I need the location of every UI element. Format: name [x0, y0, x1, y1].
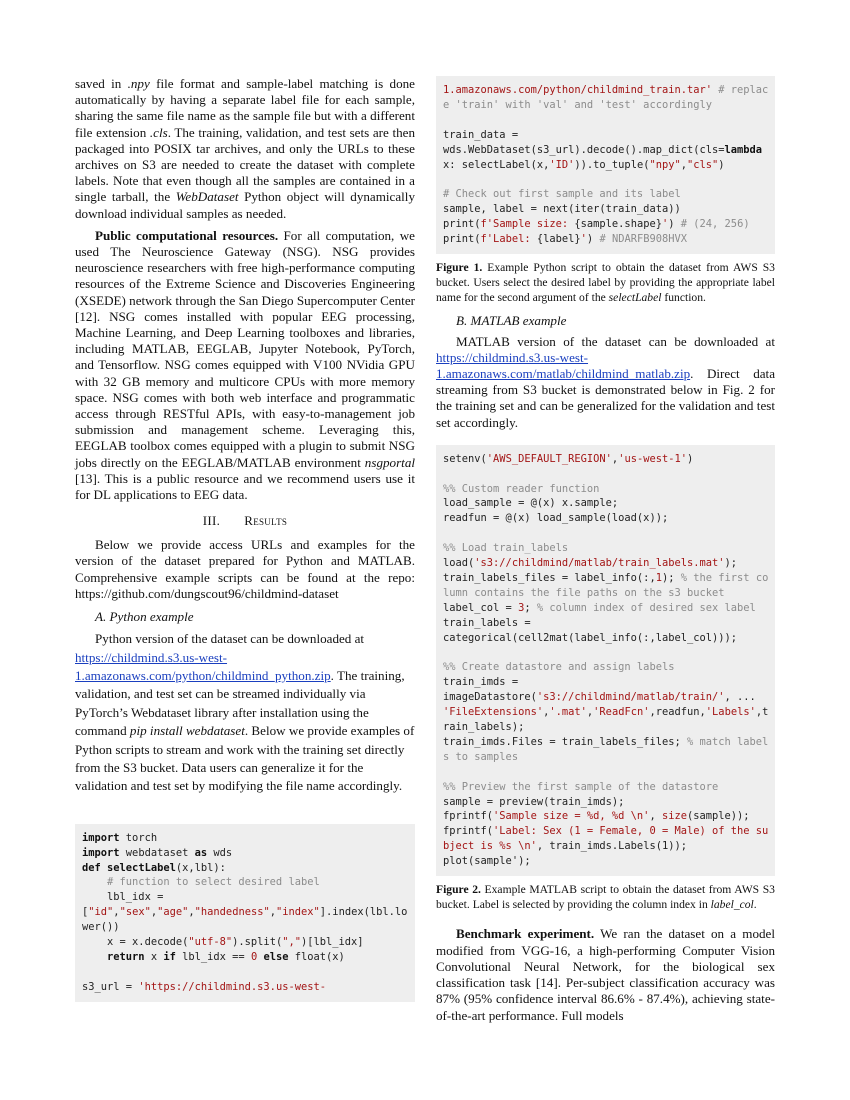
code-token: 'https://childmind.s3.us-west- — [138, 980, 326, 993]
code-token: def — [82, 861, 101, 874]
code-token: '.mat' — [549, 706, 587, 719]
code-token: ].index(lbl.lower()) — [82, 906, 408, 934]
code-token: "id" — [88, 906, 114, 919]
code-token: import — [82, 846, 120, 859]
cls-extension: .cls — [149, 124, 168, 140]
code-token: f'Label: — [480, 233, 537, 246]
npy-extension: .npy — [127, 76, 150, 91]
code-token: ).split( — [232, 936, 283, 949]
code-token: "npy" — [649, 158, 681, 171]
paragraph-matlab-download: MATLAB version of the dataset can be downloaded at https://childmind.s3.us-west-1.amazonaws.com/matlab/childmind_matlab.zip. Direct data streaming from S3 bucket is demonstrated below in Fig. 2 for the training set and can be generalized for the validation and test set accordingly. — [436, 333, 775, 430]
code-token: # Check out first sample and its label — [443, 188, 681, 201]
code-token: else — [263, 951, 289, 963]
code-token: train_labels_files = label_info(:, — [443, 571, 656, 584]
code-token: 'Labels' — [705, 706, 756, 719]
code-token: ' — [661, 218, 669, 231]
code-token: readfun = @(x) load_sample(load(x)); — [443, 512, 669, 525]
code-token: , — [649, 810, 662, 823]
matlab-dataset-link[interactable]: https://childmind.s3.us-west-1.amazonaws.com/matlab/childmind_matlab.zip — [436, 349, 691, 381]
code-token: 's3://childmind/matlab/train_labels.mat' — [474, 557, 725, 570]
code-token: %% Create datastore and assign labels — [443, 661, 675, 674]
code-token: "cls" — [687, 158, 719, 171]
code-token: lambda — [724, 143, 763, 156]
code-token: 'ID' — [549, 158, 575, 171]
paragraph-python-download: Python version of the dataset can be downloaded at https://childmind.s3.us-west-1.amazonaws.com/python/childmind_python.zip. The training, validation, and test set can be streamed individually via PyTorch’s Webdataset library after installation using the command pip install webdataset. Below we provide examples of Python scripts to stream and work with the training set directly from the S3 bucket. Data users can generalize it for the validation and test set by modifying the file name accordingly. — [75, 631, 415, 794]
section-heading-results: III. Results — [202, 513, 288, 529]
code-token: x — [144, 951, 164, 963]
code-token: x = x.decode( — [82, 936, 189, 949]
code-token: train_imds.Files = train_labels_files; — [443, 735, 687, 748]
code-token: "sex" — [119, 906, 151, 919]
code-token: %% Load train_labels — [443, 542, 569, 555]
code-token: ) — [586, 233, 600, 246]
code-token: return — [82, 951, 145, 963]
paragraph-heading: Public computational resources. — [95, 227, 279, 243]
code-token: ); — [724, 557, 738, 570]
code-token: # NDARFB908HVX — [599, 233, 688, 246]
code-token: wds — [207, 846, 233, 859]
pip-command: pip install webdataset — [129, 723, 245, 739]
code-token: fprintf( — [443, 825, 494, 838]
code-token: )[lbl_idx] — [300, 936, 364, 949]
python-code-block-part2 — [436, 76, 775, 254]
nsgportal-term: nsgportal — [364, 454, 415, 470]
code-token: , — [150, 906, 158, 919]
code-token: # (24, 256) — [680, 218, 750, 231]
code-token: 1 — [655, 571, 662, 584]
code-token: "," — [282, 936, 301, 949]
code-token: , ... — [724, 691, 756, 704]
code-token: , — [611, 452, 619, 465]
code-token: {sample.shape} — [574, 218, 662, 231]
code-token: 'AWS_DEFAULT_REGION' — [486, 452, 612, 465]
code-token: 'Sample size = %d, %d \n' — [493, 810, 650, 823]
code-token: # function to select desired label — [82, 876, 320, 889]
paragraph-heading: Benchmark experiment. — [456, 926, 595, 942]
code-token: ); — [661, 571, 681, 584]
code-token: , — [680, 158, 688, 171]
code-token: "handedness" — [194, 906, 270, 919]
code-token: train_data = — [443, 128, 519, 141]
code-token: %% Preview the first sample of the datastore — [443, 780, 719, 793]
right-column — [436, 76, 775, 1024]
code-token: , train_imds.Labels(1)); — [536, 840, 687, 853]
code-token: [ — [82, 906, 89, 919]
matlab-code-block — [436, 445, 775, 876]
code-token: % the first column contains the file paths on the s3 bucket — [443, 571, 769, 599]
code-token: ; — [524, 601, 537, 614]
code-token: % column index of desired sex label — [536, 601, 756, 614]
code-token: import — [82, 831, 120, 844]
code-token: wds.WebDataset(s3_url).decode().map_dict(cls= — [443, 143, 725, 156]
code-token: label_col = — [443, 601, 519, 614]
figure-2-label: Figure 2. — [436, 883, 481, 897]
code-token: print( — [443, 233, 481, 246]
code-token: fprintf( — [443, 810, 494, 823]
code-token: , — [269, 906, 276, 919]
code-token: webdataset — [119, 846, 195, 859]
code-token: ,readfun, — [649, 706, 706, 719]
code-token: 'Label: Sex (1 = Female, 0 = Male) of the subject is %s \n' — [443, 825, 769, 853]
code-token: if — [163, 951, 176, 963]
code-token: train_labels = — [443, 616, 531, 629]
code-token: {label} — [536, 233, 581, 246]
code-token: 'us-west-1' — [618, 452, 688, 465]
code-token: categorical(cell2mat(label_info(:,label_col))); — [443, 631, 738, 644]
code-token: x: selectLabel(x, — [443, 158, 550, 171]
subsection-matlab-example: B. MATLAB example — [456, 312, 567, 328]
code-token: 's3://childmind/matlab/train/' — [536, 691, 725, 704]
webdataset-term: WebDataset — [175, 189, 239, 205]
code-token: torch — [119, 831, 158, 844]
code-token: sample = preview(train_imds); — [443, 795, 625, 808]
code-token: 3 — [518, 601, 525, 614]
code-token: load_sample = @(x) x.sample; — [443, 497, 619, 510]
code-token: 'FileExtensions' — [443, 706, 544, 719]
code-token: plot(sample'); — [443, 855, 531, 868]
code-token: , — [586, 706, 594, 719]
code-token: (sample)); — [687, 810, 750, 823]
code-token: float(x) — [288, 951, 345, 963]
code-token: selectLabel — [100, 861, 176, 874]
code-token: setenv( — [443, 452, 487, 465]
code-token: (x,lbl): — [175, 861, 226, 874]
figure-1-caption: Figure 1. Example Python script to obtain the dataset from AWS S3 bucket. Users select the desired label by providing the appropriate label name for the second argument of the selectLabel function. — [436, 260, 775, 305]
paragraph-results-intro: Below we provide access URLs and examples for the version of the dataset prepared for Python and MATLAB. Comprehensive example scripts can be found at the repo: https://github.com/dungscout96/childmind-dataset — [75, 537, 415, 601]
paragraph-benchmark-experiment: Benchmark experiment. We ran the dataset on a model modified from VGG-16, a high-performing Computer Vision Convolutional Neural Network, for the biological sex classification task [14]. Per-subject classification accuracy was 87% (95% confidence interval 86.6% - 87.4%), achieving state-of-the-art performance. Full models — [436, 926, 775, 1023]
code-token: 1.amazonaws.com/python/childmind_train.tar' — [443, 84, 712, 96]
code-token: ' — [580, 233, 587, 246]
python-code-block-part1 — [75, 824, 415, 1002]
code-token: %% Custom reader function — [443, 482, 600, 495]
code-token: 0 — [250, 951, 258, 963]
code-token: 'ReadFcn' — [593, 706, 650, 719]
code-token: # replace 'train' with 'val' and 'test' accordingly — [443, 84, 769, 111]
code-token: s3_url = — [82, 980, 139, 993]
code-token: size — [661, 810, 687, 823]
code-token: imageDatastore( — [443, 691, 537, 704]
figure-2-caption: Figure 2. Example MATLAB script to obtain the dataset from AWS S3 bucket. Label is selected by providing the column index in label_col. — [436, 883, 775, 912]
code-token: )).to_tuple( — [574, 158, 650, 171]
code-token: ,train_labels); — [443, 706, 769, 734]
code-token: % match labels to samples — [443, 735, 769, 763]
code-token: ) — [668, 218, 681, 231]
python-dataset-link[interactable]: https://childmind.s3.us-west-1.amazonaws.com/python/childmind_python.zip — [75, 649, 331, 683]
code-token: lbl_idx == — [175, 951, 251, 963]
code-token: ) — [718, 158, 725, 171]
code-token: print( — [443, 218, 481, 231]
code-token: ) — [687, 452, 694, 465]
code-token: sample, label = next(iter(train_data)) — [443, 203, 681, 216]
figure-1-label: Figure 1. — [436, 260, 483, 274]
paragraph-computational-resources: Public computational resources. For all computation, we used The Neuroscience Gateway (NSG). NSG provides neuroscience researchers with free high-performance computing resources of the Extreme Science and Discoveries Engineering (XSEDE) network through the San Diego Supercomputer Center [12]. NSG comes installed with popular EEG processing, Machine Learning, and Deep Learning toolboxes and libraries, including MATLAB, EEGLAB, Jupyter Notebook, PyTorch, and Tensorflow. NSG comes equipped with V100 NVidia GPU with 32 GB memory and multicore CPUs with more memory space. NSG comes with both web interface and programmatic access through RESTful APIs, with easy-to-management job submission and management scheme. Leveraging this, EEGLAB toolbox comes equipped with a plugin to submit NSG jobs directly on the EEGLAB/MATLAB environment nsgportal [13]. This is a public resource and we recommend users use it for DL applications to EEG data. — [75, 227, 415, 503]
code-token: "utf-8" — [188, 936, 233, 949]
code-token: f'Sample size: — [480, 218, 575, 231]
paragraph-data-packaging: saved in .npy file format and sample-label matching is done automatically by having a separate label file for each sample, sharing the same file name as the sample file but with a different file extension .cls. The training, validation, and test sets are then packaged into POSIX tar archives, and only the URLs to these archives on S3 are needed to create the dataset with complete labels. Note that even though all the samples are contained in a single tarball, the WebDataset Python object will dynamically download individual samples as needed. — [75, 76, 415, 221]
code-token: lbl_idx = — [82, 891, 164, 904]
left-column — [75, 76, 415, 1002]
code-token: , — [188, 906, 195, 919]
code-token: "index" — [276, 906, 320, 919]
code-token: , — [113, 906, 120, 919]
code-token: train_imds = — [443, 676, 519, 689]
subsection-python-example: A. Python example — [95, 609, 194, 625]
code-token: , — [543, 706, 550, 719]
code-token: load( — [443, 557, 475, 570]
code-token: "age" — [157, 906, 189, 919]
code-token: as — [194, 846, 208, 859]
